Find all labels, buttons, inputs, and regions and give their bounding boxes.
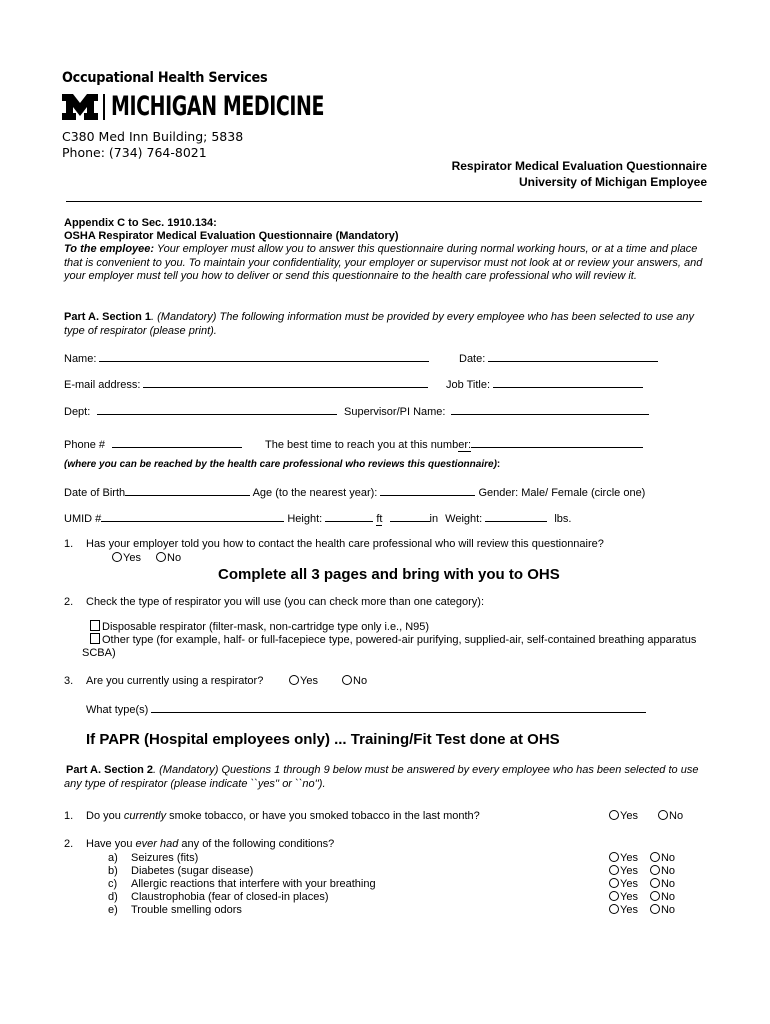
condition-letter: b) <box>108 865 118 877</box>
q3-no-option <box>342 675 367 687</box>
question-3 <box>64 675 263 687</box>
weight-field[interactable] <box>485 511 547 522</box>
condition-yes-radio[interactable] <box>609 904 619 914</box>
email-row <box>64 377 428 391</box>
form-title: Respirator Medical Evaluation Questionnaire <box>451 159 707 173</box>
condition-item <box>108 904 242 916</box>
what-type-label: What type(s) <box>86 704 149 716</box>
employee-instructions <box>64 243 704 284</box>
condition-yes-label: Yes <box>620 852 638 864</box>
date-field[interactable] <box>488 351 658 362</box>
height-label: Height: <box>287 513 323 525</box>
phone-row <box>64 437 242 451</box>
condition-no-radio[interactable] <box>650 865 660 875</box>
dob-row <box>64 485 645 499</box>
condition-answers <box>609 852 675 864</box>
q1-text: Has your employer told you how to contact the health care professional who will review this questionnaire? <box>86 538 604 550</box>
s2q1-yes-option <box>609 810 638 822</box>
reach-note-colon: : <box>496 459 501 470</box>
q2-option-other <box>90 633 696 646</box>
papr-banner: If PAPR (Hospital employees only) ... Training/Fit Test done at OHS <box>86 731 560 748</box>
q2-number: 2. <box>64 596 74 608</box>
condition-answers <box>609 891 675 903</box>
best-time-label-end: er: <box>458 439 472 451</box>
condition-no-radio[interactable] <box>650 904 660 914</box>
to-employee-text: Your employer must allow you to answer this questionnaire during normal working hours, or at a time and place that is convenient to you. To maintain your confidentiality, your employer or supervisor must not look at or review your answers, and your employer must tell you how to deliver or send this questionnaire to the health care professional who will review it. <box>64 243 703 282</box>
supervisor-label: Supervisor/PI Name: <box>344 406 446 418</box>
condition-text: Claustrophobia (fear of closed-in places) <box>131 891 329 903</box>
weight-label: Weight: <box>445 513 483 525</box>
q3-yes-radio[interactable] <box>289 675 299 685</box>
q3-text: Are you currently using a respirator? <box>86 675 264 687</box>
condition-letter: a) <box>108 852 118 864</box>
michigan-medicine-logo <box>62 91 384 122</box>
condition-text: Diabetes (sugar disease) <box>131 865 254 877</box>
s2q1-emph: currently <box>123 810 167 822</box>
condition-yes-label: Yes <box>620 865 638 877</box>
reach-note <box>64 459 500 470</box>
other-type-label: Other type (for example, half- or full-facepiece type, powered-air purifying, supplied-air, self-contained breathing apparatus <box>102 634 697 646</box>
best-time-row <box>265 437 643 452</box>
department-title: Occupational Health Services <box>62 70 268 86</box>
condition-yes-label: Yes <box>620 891 638 903</box>
complete-pages-banner: Complete all 3 pages and bring with you to OHS <box>218 566 560 583</box>
other-type-label-cont: SCBA) <box>82 647 116 659</box>
condition-no-label: No <box>660 891 676 903</box>
appendix-line2: OSHA Respirator Medical Evaluation Questionnaire (Mandatory) <box>64 230 399 242</box>
s2q1-yes-radio[interactable] <box>609 810 619 820</box>
condition-text: Allergic reactions that interfere with your breathing <box>131 878 376 890</box>
condition-answers <box>609 865 675 877</box>
condition-item <box>108 878 376 890</box>
dept-row <box>64 404 337 418</box>
s2q1-pre: Do you <box>86 810 124 822</box>
condition-item <box>108 852 198 864</box>
condition-yes-label: Yes <box>620 878 638 890</box>
age-label: Age (to the nearest year): <box>252 487 378 499</box>
dob-label: Date of Birth <box>64 487 126 499</box>
section2-label: Part A. Section 2 <box>66 764 154 776</box>
condition-yes-radio[interactable] <box>609 891 619 901</box>
block-m-icon <box>62 94 98 120</box>
job-title-label: Job Title: <box>446 379 491 391</box>
date-row <box>459 351 658 365</box>
s2q1-no-option <box>658 810 683 822</box>
q1-yes-radio[interactable] <box>112 552 122 562</box>
phone-label: Phone # <box>64 439 105 451</box>
header-divider <box>66 201 702 202</box>
name-field[interactable] <box>99 351 429 362</box>
q1-options <box>112 552 181 564</box>
umid-field[interactable] <box>101 511 284 522</box>
disposable-checkbox[interactable] <box>90 620 100 631</box>
section1-intro <box>64 311 704 338</box>
best-time-label: The best time to reach you at this numb <box>265 439 459 451</box>
s2q1-post: smoke tobacco, or have you smoked tobacco in the last month? <box>166 810 480 822</box>
phone-field[interactable] <box>112 437 242 448</box>
umid-label: UMID # <box>64 513 102 525</box>
q1-no-label: No <box>167 552 182 564</box>
condition-letter: c) <box>108 878 118 890</box>
q1-number: 1. <box>64 538 74 550</box>
q3-no-radio[interactable] <box>342 675 352 685</box>
q2-text: Check the type of respirator you will use (you can check more than one category): <box>86 596 485 608</box>
section2-intro <box>64 764 709 791</box>
s2-question-1 <box>64 810 480 822</box>
dob-field[interactable] <box>125 485 250 496</box>
lbs-label: lbs. <box>554 513 572 525</box>
section2-text: . (Mandatory) Questions 1 through 9 below must be answered by every employee who has been selected to use any type of respirator (please indicate ``yes'' or ``no''). <box>64 764 699 790</box>
ft-label: ft <box>376 513 383 525</box>
dept-field[interactable] <box>97 404 337 415</box>
condition-letter: d) <box>108 891 118 903</box>
disposable-label: Disposable respirator (filter-mask, non-cartridge type only i.e., N95) <box>102 621 430 633</box>
condition-letter: e) <box>108 904 118 916</box>
address-line: C380 Med Inn Building; 5838 <box>62 129 244 144</box>
name-label: Name: <box>64 353 97 365</box>
email-field[interactable] <box>143 377 428 388</box>
other-type-checkbox[interactable] <box>90 633 100 644</box>
condition-text: Seizures (fits) <box>131 852 199 864</box>
section1-label: Part A. Section 1 <box>64 311 152 323</box>
job-title-field[interactable] <box>493 377 643 388</box>
condition-item <box>108 891 329 903</box>
logo-wordmark: MICHIGAN MEDICINE <box>111 91 325 122</box>
q3-no-label: No <box>353 675 368 687</box>
condition-text: Trouble smelling odors <box>131 904 242 916</box>
q3-yes-label: Yes <box>300 675 318 687</box>
s2q2-pre: Have you <box>86 838 136 850</box>
section1-text: . (Mandatory) The following information must be provided by every employee who has been selected to use any type of respirator (please print). <box>64 311 694 337</box>
s2q2-emph: ever had <box>135 838 179 850</box>
height-ft-field[interactable] <box>325 511 373 522</box>
condition-no-label: No <box>660 852 676 864</box>
what-type-row <box>86 702 646 716</box>
appendix-line1: Appendix C to Sec. 1910.134: <box>64 217 217 229</box>
s2q2-number: 2. <box>64 838 74 850</box>
height-in-field[interactable] <box>390 511 430 522</box>
logo-divider <box>103 94 105 120</box>
umid-row <box>64 511 571 526</box>
job-title-row <box>446 377 643 391</box>
condition-no-label: No <box>660 904 676 916</box>
gender-label: Gender: Male/ Female (circle one) <box>478 487 646 499</box>
condition-yes-radio[interactable] <box>609 865 619 875</box>
q1-no-radio[interactable] <box>156 552 166 562</box>
s2q1-no-radio[interactable] <box>658 810 668 820</box>
what-type-field[interactable] <box>151 702 646 713</box>
name-row <box>64 351 429 365</box>
condition-no-radio[interactable] <box>650 852 660 862</box>
s2q2-post: any of the following conditions? <box>178 838 335 850</box>
supervisor-row <box>344 404 649 418</box>
dept-label: Dept: <box>64 406 91 418</box>
email-label: E-mail address: <box>64 379 141 391</box>
condition-no-radio[interactable] <box>650 891 660 901</box>
phone-line: Phone: (734) 764-8021 <box>62 145 207 160</box>
condition-yes-label: Yes <box>620 904 638 916</box>
in-label: in <box>429 513 439 525</box>
q3-yes-option <box>289 675 318 687</box>
age-field[interactable] <box>380 485 475 496</box>
date-label: Date: <box>459 353 486 365</box>
condition-no-radio[interactable] <box>650 878 660 888</box>
condition-item <box>108 865 253 877</box>
q3-number: 3. <box>64 675 74 687</box>
condition-answers <box>609 878 675 890</box>
condition-no-label: No <box>660 865 676 877</box>
question-1 <box>64 538 604 550</box>
condition-yes-radio[interactable] <box>609 852 619 862</box>
condition-yes-radio[interactable] <box>609 878 619 888</box>
q1-yes-label: Yes <box>123 552 141 564</box>
s2q1-yes-label: Yes <box>620 810 638 822</box>
question-2 <box>64 596 484 608</box>
s2q1-no-label: No <box>669 810 684 822</box>
s2q1-number: 1. <box>64 810 74 822</box>
form-subtitle: University of Michigan Employee <box>518 175 707 189</box>
best-time-field[interactable] <box>471 437 643 448</box>
reach-note-text: (where you can be reached by the health care professional who reviews this questionnaire) <box>64 459 497 470</box>
condition-answers <box>609 904 675 916</box>
to-employee-label: To the employee: <box>64 243 155 255</box>
q2-option-disposable <box>90 620 429 633</box>
s2-question-2 <box>64 838 334 850</box>
supervisor-field[interactable] <box>451 404 649 415</box>
condition-no-label: No <box>660 878 676 890</box>
